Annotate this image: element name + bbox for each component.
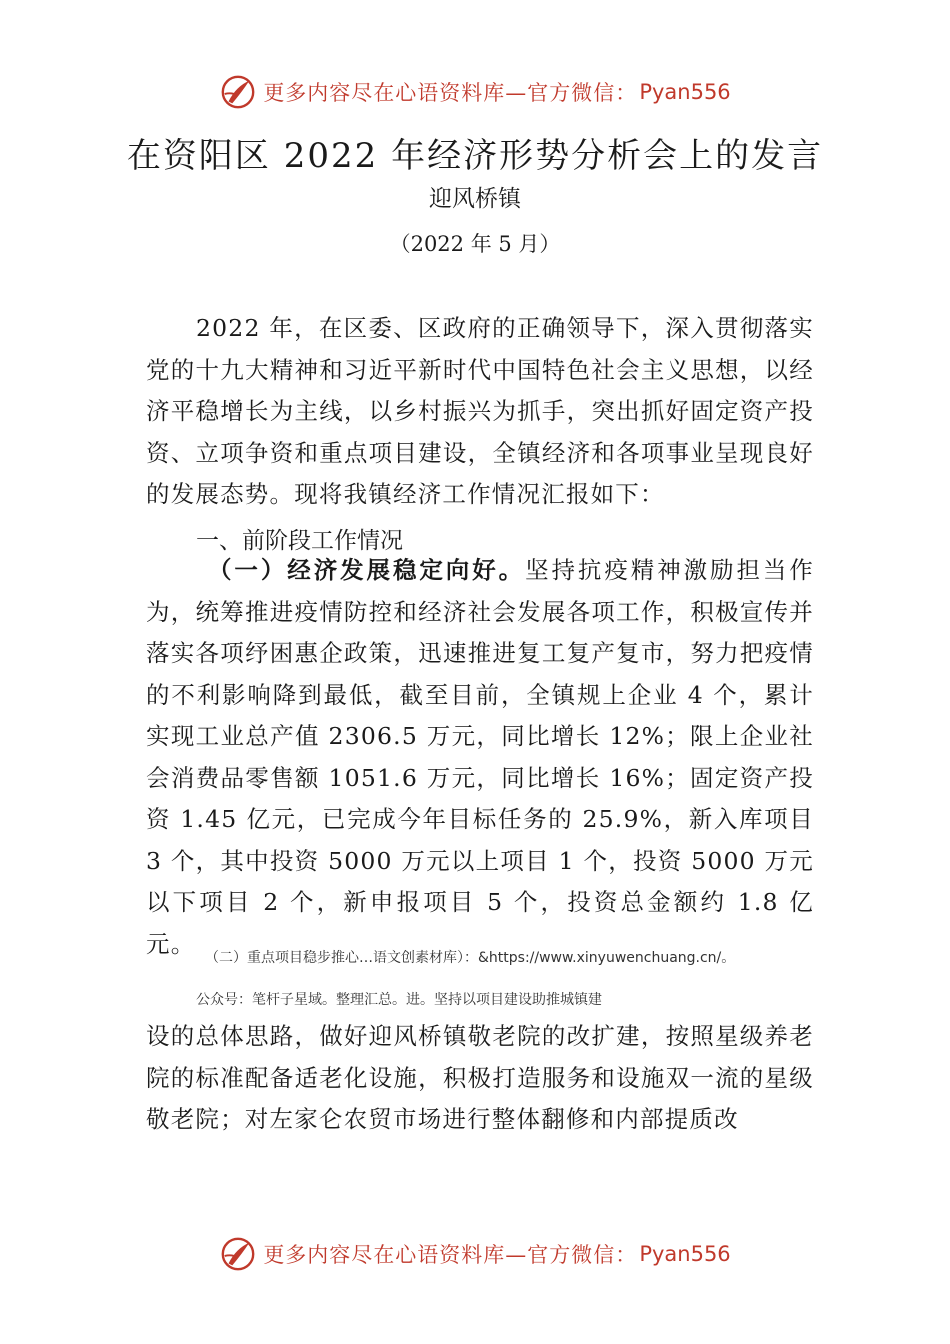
small-note-line2: 公众号：笔杆子星域。整理汇总。进。坚持以项目建设助推城镇建: [196, 992, 602, 1008]
item2-paragraph: 设的总体思路，做好迎风桥镇敬老院的改扩建，按照星级养老院的标准配备适老化设施，积极打造服务和设施双一流的星级敬老院；对左家仑农贸市场进行整体翻修和内部提质改: [146, 1022, 814, 1133]
banner-text: 更多内容尽在心语资料库—官方微信：: [263, 1243, 638, 1267]
brush-logo-icon: [219, 73, 257, 111]
document-title: 在资阳区 2022 年经济形势分析会上的发言: [126, 136, 824, 176]
item1-paragraph: [146, 550, 814, 965]
item1-lead: （一）经济发展稳定向好。: [208, 556, 526, 584]
watermark-banner-top: [0, 70, 950, 114]
intro-paragraph: 2022 年，在区委、区政府的正确领导下，深入贯彻落实党的十九大精神和习近平新时代中国特色社会主义思想，以经济平稳增长为主线，以乡村振兴为抓手，突出抓好固定资产投资、立项争资和重点项目建设，全镇经济和各项事业呈现良好的发展态势。现将我镇经济工作情况汇报如下：: [146, 314, 814, 508]
brush-logo-icon: [219, 1235, 257, 1273]
document-date: （2022 年 5 月）: [389, 232, 561, 256]
watermark-banner-bottom: [0, 1232, 950, 1276]
banner-wechat-id: Pyan556: [639, 1242, 731, 1266]
section-heading: 一、前阶段工作情况: [196, 528, 403, 554]
small-note-line1: （二）重点项目稳步推心…语文创素材库）：&https://www.xinyuwenchuang.cn/。: [205, 950, 736, 966]
banner-wechat-id: Pyan556: [639, 80, 731, 104]
document-subtitle: 迎风桥镇: [429, 186, 521, 212]
item1-body: 坚持抗疫精神激励担当作为，统筹推进疫情防控和经济社会发展各项工作，积极宣传并落实各项纾困惠企政策，迅速推进复工复产复市，努力把疫情的不利影响降到最低，截至目前，全镇规上企业 4 个，累计实现工业总产值 2306.5 万元，同比增长 12%；限上企业社会消费品零售额 1051.6 万元，同比增长 16%；固定资产投资 1.45 亿元，已完成今年目标任务的 25.9%，新入库项目 3 个，其中投资 5000 万元以上项目 1 个，投资 5000 万元以下项目 2 个，新申报项目 5 个，投资总金额约 1.8 亿元。: [146, 556, 815, 958]
banner-text: 更多内容尽在心语资料库—官方微信：: [263, 81, 638, 105]
